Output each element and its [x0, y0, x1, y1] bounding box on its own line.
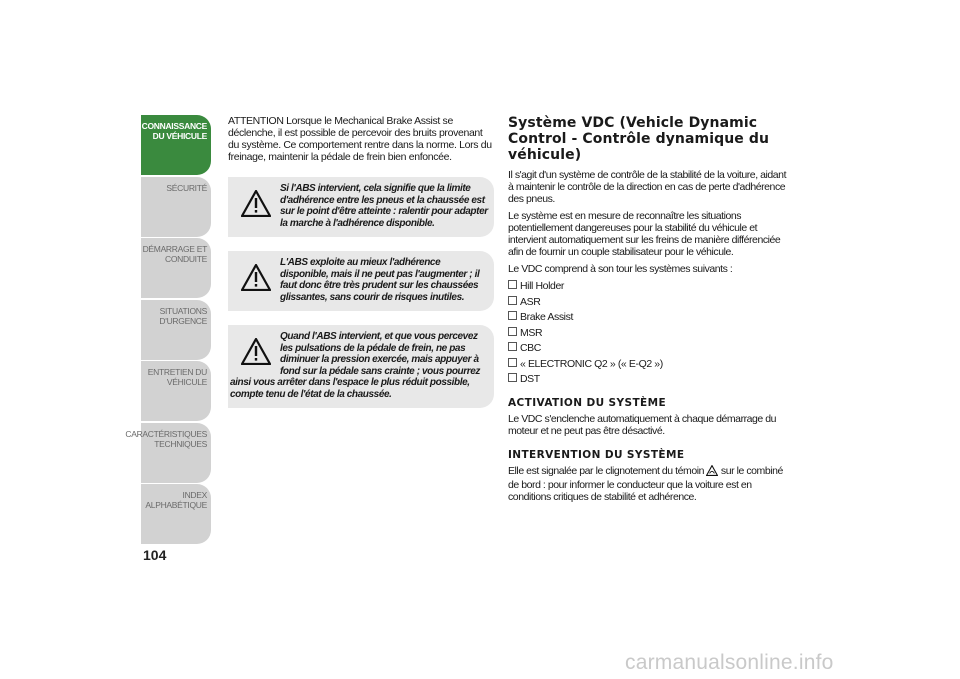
list-item	[508, 358, 788, 370]
vdc-systems-intro: Le VDC comprend à son tour les systèmes suivants :	[508, 263, 733, 275]
tab-label: INDEX ALPHABÉTIQUE	[145, 490, 207, 510]
warning-box	[228, 325, 494, 408]
tab-demarrage-et-conduite[interactable]	[141, 238, 211, 298]
list-item-label: ASR	[520, 295, 541, 308]
tab-label: CONNAISSANCE DU VÉHICULE	[141, 121, 207, 141]
tab-situations-d-urgence[interactable]	[141, 300, 211, 360]
tab-connaissance-du-vehicule[interactable]	[141, 115, 211, 175]
checkbox-bullet-icon	[508, 342, 517, 351]
warning-triangle-icon	[236, 331, 276, 371]
tab-entretien-du-vehicule[interactable]	[141, 361, 211, 421]
warning-text: Quand l'ABS intervient, et que vous percevez les pulsations de la pédale de frein, ne pas diminuer la pression exercée, mais appuyer à fond sur la pédale sans crainte ; vous pourrez ainsi vous arrêter dans l'espace le plus réduit possible, compte tenu de l'état de la chaussée.	[230, 331, 480, 400]
list-item	[508, 342, 788, 354]
tab-label: SÉCURITÉ	[166, 182, 207, 193]
warning-box	[228, 177, 494, 237]
checkbox-bullet-icon	[508, 358, 517, 367]
warning-text: Si l'ABS intervient, cela signifie que la limite d'adhérence entre les pneus et la chaussée est sur le point d'être atteinte : ralentir pour adapter la marche à l'adhérence disponible.	[280, 183, 488, 229]
activation-heading: ACTIVATION DU SYSTÈME	[508, 397, 667, 409]
section-title: Système VDC (Vehicle Dynamic Control - Contrôle dynamique du véhicule)	[508, 115, 770, 163]
vdc-warning-light-icon	[706, 465, 718, 479]
warning-triangle-icon	[236, 183, 276, 223]
tab-securite[interactable]	[141, 177, 211, 237]
page-number: 104	[143, 547, 167, 563]
intervention-text	[508, 465, 788, 503]
list-item-label: CBC	[520, 342, 541, 354]
tab-caracteristiques-techniques[interactable]	[125, 423, 211, 483]
systems-list	[508, 280, 788, 385]
tab-label: DÉMARRAGE ET CONDUITE	[142, 244, 207, 264]
list-item-label: MSR	[520, 326, 543, 339]
checkbox-bullet-icon	[508, 296, 517, 305]
checkbox-bullet-icon	[508, 373, 517, 382]
list-item	[508, 280, 788, 292]
checkbox-bullet-icon	[508, 280, 517, 289]
list-item	[508, 373, 788, 385]
list-item	[508, 327, 788, 339]
checkbox-bullet-icon	[508, 311, 517, 320]
attention-paragraph: ATTENTION Lorsque le Mechanical Brake Assist se déclenche, il est possible de percevoir des bruits provenant du système. Ce comportement rentre dans la norme. Lors du freinage, maintenir la pédale de frein bien enfoncée.	[228, 115, 492, 163]
tab-label: SITUATIONS D'URGENCE	[159, 305, 207, 326]
activation-text: Le VDC s'enclenche automatiquement à chaque démarrage du moteur et ne peut pas être désactivé.	[508, 413, 777, 437]
warning-triangle-icon	[236, 257, 276, 297]
left-column	[228, 115, 494, 408]
vdc-detection: Le système est en mesure de reconnaître les situations potentiellement dangereuses pour la stabilité du véhicule et intervient automatiquement sur les freins de manière différenciée afin de fournir un couple stabilisateur pour le véhicule.	[508, 210, 781, 258]
list-item-label: « ELECTRONIC Q2 » (« E-Q2 »)	[520, 357, 663, 370]
checkbox-bullet-icon	[508, 327, 517, 336]
list-item	[508, 296, 788, 308]
intervention-text-end: sur le combiné de bord : pour informer le conducteur que la voiture est en conditions critiques de stabilité et adhérence.	[508, 465, 783, 503]
list-item	[508, 311, 788, 323]
list-item-label: Brake Assist	[520, 311, 573, 323]
warning-text: L'ABS exploite au mieux l'adhérence disponible, mais il ne peut pas l'augmenter ; il faut donc être très prudent sur les chaussées glissantes, sans courir de risques inutiles.	[280, 257, 480, 303]
tab-label: CARACTÉRISTIQUES TECHNIQUES	[125, 428, 207, 449]
intervention-text-start: Elle est signalée par le clignotement du témoin	[508, 465, 704, 477]
watermark: carmanualsonline.info	[625, 651, 834, 674]
tab-index-alphabetique[interactable]	[141, 484, 211, 544]
list-item-label: Hill Holder	[520, 280, 565, 292]
list-item-label: DST	[520, 373, 540, 385]
warning-box	[228, 251, 494, 311]
tab-label: ENTRETIEN DU VÉHICULE	[147, 367, 207, 387]
right-column	[508, 115, 788, 508]
intervention-heading: INTERVENTION DU SYSTÈME	[508, 449, 685, 461]
side-tabs	[125, 115, 211, 546]
vdc-description: Il s'agit d'un système de contrôle de la stabilité de la voiture, aidant à maintenir le contrôle de la direction en cas de perte d'adhérence des pneus.	[508, 169, 787, 205]
